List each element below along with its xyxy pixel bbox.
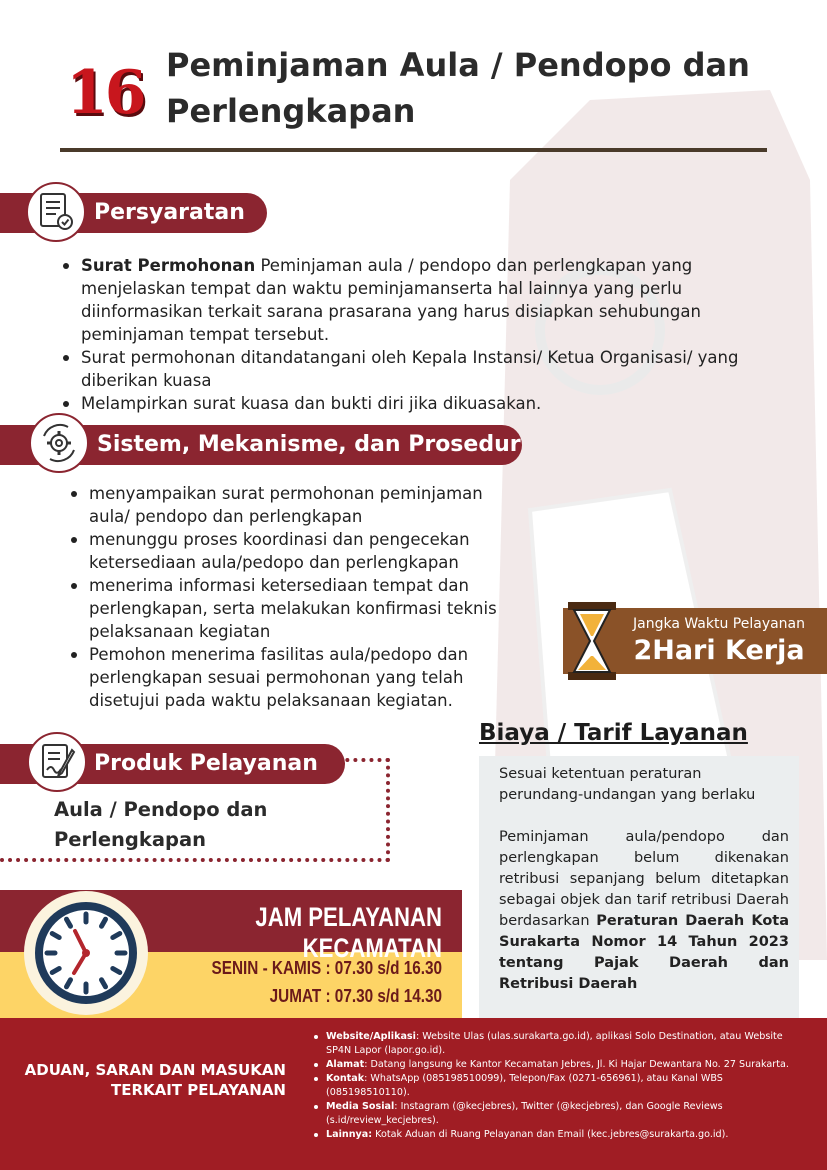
document-sign-icon xyxy=(27,732,87,792)
jam-weekday-hours: SENIN - KAMIS : 07.30 s/d 16.30 xyxy=(211,958,442,978)
footer xyxy=(0,1018,827,1170)
list-item: Media Sosial: Instagram (@kecjebres), Twitter (@kecjebres), dan Google Reviews (s.id/review_kecjebres). xyxy=(312,1100,807,1128)
footer-contact-list xyxy=(312,1030,807,1142)
biaya-box xyxy=(479,756,799,1018)
gear-cycle-icon xyxy=(29,413,89,473)
page-title: Peminjaman Aula / Pendopo dan Perlengkapan xyxy=(166,46,750,130)
list-item: Pemohon menerima fasilitas aula/pedopo dan perlengkapan sesuai permohonan yang telah disetujui pada waktu pelaksanaan kegiatan. xyxy=(69,643,525,712)
jam-friday-hours: JUMAT : 07.30 s/d 14.30 xyxy=(269,986,442,1006)
clock-icon xyxy=(24,891,148,1015)
service-number: 16 xyxy=(66,58,144,128)
list-item: menunggu proses koordinasi dan pengecekan ketersediaan aula/pedopo dan perlengkapan xyxy=(69,528,525,574)
duration-label: Jangka Waktu Pelayanan xyxy=(632,616,806,632)
list-item: menyampaikan surat permohonan peminjaman aula/ pendopo dan perlengkapan xyxy=(69,482,525,528)
section-produk-title: Produk Pelayanan xyxy=(0,744,345,784)
list-item: Melampirkan surat kuasa dan bukti diri jika dikuasakan. xyxy=(61,392,767,415)
list-item: Lainnya: Kotak Aduan di Ruang Pelayanan dan Email (kec.jebres@surakarta.go.id). xyxy=(312,1128,807,1142)
list-item: Surat permohonan ditandatangani oleh Kepala Instansi/ Ketua Organisasi/ yang diberikan kuasa xyxy=(61,346,767,392)
checklist-icon xyxy=(26,182,86,242)
section-persyaratan-title: Persyaratan xyxy=(0,193,267,233)
jam-title: JAM PELAYANAN KECAMATAN xyxy=(255,902,442,963)
biaya-paragraph-2: Peminjaman aula/pendopo dan perlengkapan belum dikenakan retribusi sepanjang belum ditetapkan sebagai objek dan tarif retribusi Daerah berdasarkan Peraturan Daerah Kota Surakarta Nomor 14 Tahun 2023 tentang Pajak Daerah dan Retribusi Daerah xyxy=(499,829,790,992)
list-item: Kontak: WhatsApp (085198510099), Telepon/Fax (0271-656961), atau Kanal WBS (085198510110). xyxy=(312,1072,807,1100)
duration-value: 2Hari Kerja xyxy=(633,635,805,666)
produk-value: Aula / Pendopo dan Perlengkapan xyxy=(54,798,268,851)
persyaratan-list xyxy=(61,254,767,415)
list-item: Alamat: Datang langsung ke Kantor Kecamatan Jebres, Jl. Ki Hajar Dewantara No. 27 Surakarta. xyxy=(312,1058,807,1072)
biaya-title: Biaya / Tarif Layanan xyxy=(479,720,748,746)
list-item: menerima informasi ketersediaan tempat dan perlengkapan, serta melakukan konfirmasi teknis pelaksanaan kegiatan xyxy=(69,574,525,643)
biaya-paragraph-1: Sesuai ketentuan peraturan perundang-undangan yang berlaku xyxy=(499,766,756,803)
list-item: Surat Permohonan Peminjaman aula / pendopo dan perlengkapan yang menjelaskan tempat dan waktu peminjamanserta hal lainnya yang perlu diinformasikan terkait sarana prasarana yang harus disiapkan sehubungan peminjaman tempat tersebut. xyxy=(61,254,767,346)
sistem-list xyxy=(69,482,525,712)
header-divider xyxy=(60,148,767,152)
footer-heading: ADUAN, SARAN DAN MASUKAN TERKAIT PELAYANAN xyxy=(24,1061,286,1099)
list-item: Website/Aplikasi: Website Ulas (ulas.surakarta.go.id), aplikasi Solo Destination, atau Website SP4N Lapor (lapor.go.id). xyxy=(312,1030,807,1058)
service-duration-box xyxy=(563,608,827,674)
section-sistem-title: Sistem, Mekanisme, dan Prosedur xyxy=(0,425,522,465)
